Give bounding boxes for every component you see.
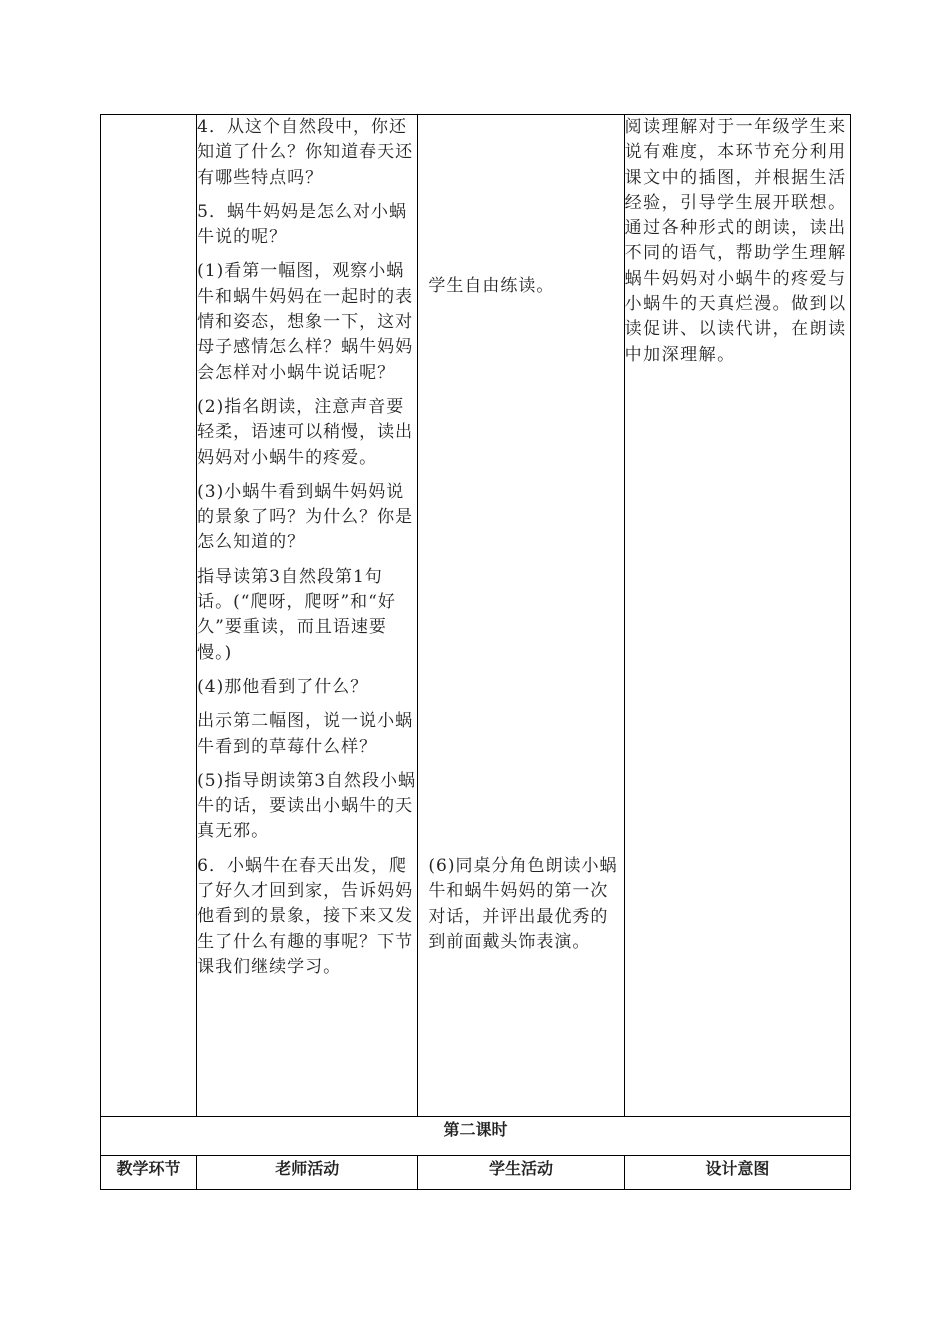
teacher-step-6: 6．小蜗牛在春天出发，爬了好久才回到家，告诉妈妈他看到的景象，接下来又发生了什么有趣的事呢？下节课我们继续学习。 [197, 855, 414, 977]
session-title: 第二课时 [101, 1117, 851, 1156]
header-teaching-stage: 教学环节 [101, 1156, 197, 1190]
header-design-intent: 设计意图 [624, 1156, 850, 1190]
student-activity-cell [418, 115, 624, 1117]
teacher-reading-guidance: 指导读第3自然段第1句话。(“爬呀，爬呀”和“好久”要重读，而且语速要慢。) [197, 566, 396, 663]
teacher-step-5-1: (1)看第一幅图，观察小蜗牛和蜗牛妈妈在一起时的表情和姿态，想象一下，这对母子感情怎么样？蜗牛妈妈会怎样对小蜗牛说话呢？ [197, 261, 414, 383]
teacher-step-5-5: (5)指导朗读第3自然段小蜗牛的话，要读出小蜗牛的天真无邪。 [197, 770, 417, 842]
teaching-stage-cell [101, 115, 197, 1117]
teacher-step-5: 5．蜗牛妈妈是怎么对小蜗牛说的呢？ [197, 201, 407, 248]
teacher-step-4: 4．从这个自然段中，你还知道了什么？你知道春天还有哪些特点吗？ [197, 117, 414, 188]
column-header-row [101, 1156, 851, 1190]
lesson-content-row [101, 115, 851, 1117]
teacher-step-5-3: (3)小蜗牛看到蜗牛妈妈说的景象了吗？为什么？你是怎么知道的？ [197, 481, 414, 553]
teacher-step-5-4: (4)那他看到了什么？ [197, 676, 369, 697]
design-intent-text: 阅读理解对于一年级学生来说有难度，本环节充分利用课文中的插图，并根据生活经验，引导学生展开联想。通过各种形式的朗读，读出不同的语气，帮助学生理解蜗牛妈妈对小蜗牛的疼爱与小蜗牛的天真烂漫。做到以读促讲、以读代讲，在朗读中加深理解。 [624, 117, 847, 365]
header-student-activity: 学生活动 [418, 1156, 624, 1190]
lesson-plan-table [100, 114, 851, 1190]
student-activity-free-reading: 学生自由练读。 [428, 276, 555, 296]
teacher-activity-cell [197, 115, 418, 1117]
teacher-picture-prompt: 出示第二幅图，说一说小蜗牛看到的草莓什么样？ [197, 711, 414, 757]
design-intent-cell [624, 115, 850, 1117]
teacher-step-5-2: (2)指名朗读，注意声音要轻柔，语速可以稍慢，读出妈妈对小蜗牛的疼爱。 [197, 396, 414, 468]
session-title-row [101, 1117, 851, 1156]
header-teacher-activity: 老师活动 [197, 1156, 418, 1190]
student-activity-role-reading: (6)同桌分角色朗读小蜗牛和蜗牛妈妈的第一次对话，并评出最优秀的到前面戴头饰表演。 [428, 856, 618, 952]
